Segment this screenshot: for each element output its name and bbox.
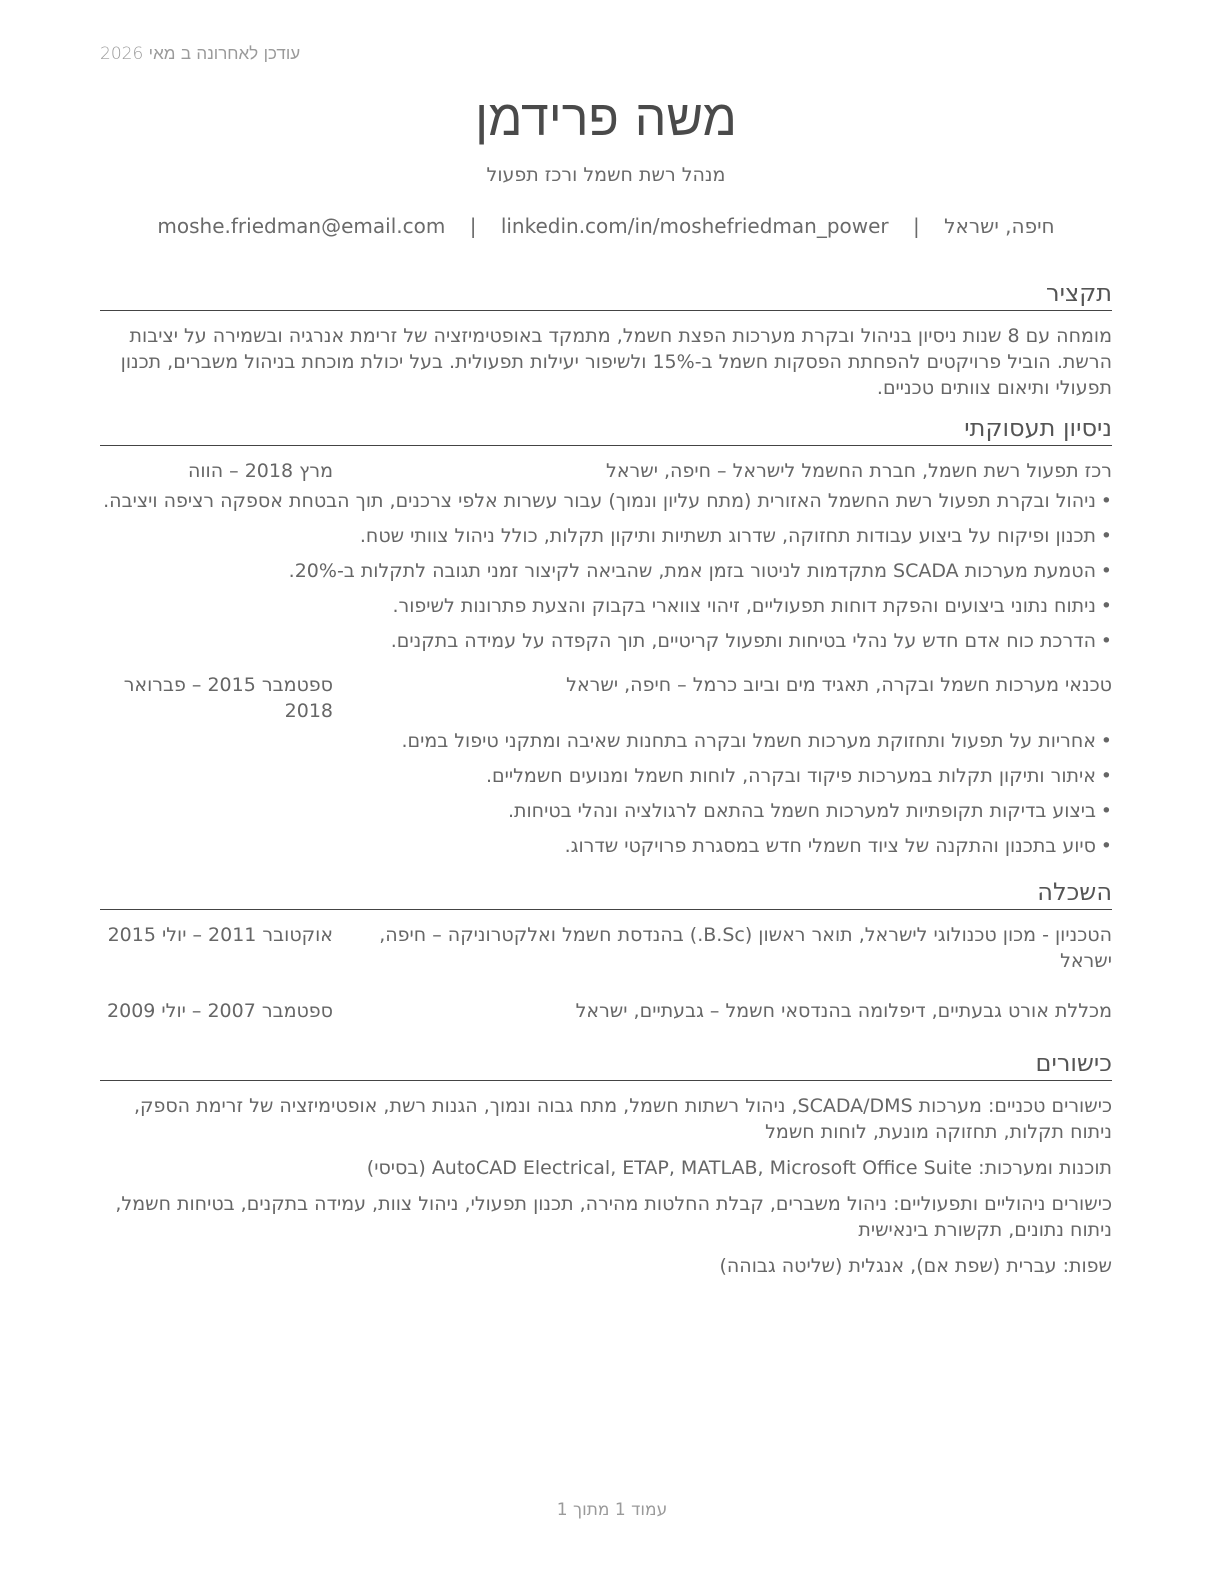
education-title: הטכניון - מכון טכנולוגי לישראל, תואר ראשון (B.Sc.) בהנדסת חשמל ואלקטרוניקה – חיפה, ישראל — [379, 924, 1112, 972]
skill-line: שפות: עברית (שפת אם), אנגלית (שליטה גבוהה) — [719, 1255, 1112, 1277]
section-title-experience: ניסיון תעסוקתי — [100, 413, 1112, 446]
job-bullet: • הטמעת מערכות SCADA מתקדמות לניטור בזמן אמת, שהביאה לקיצור זמני תגובה לתקלות ב-20%. — [100, 558, 1112, 584]
contact-separator: | — [469, 214, 477, 238]
job-date: מרץ 2018 – הווה — [187, 460, 333, 482]
education-date: ספטמבר 2007 – יולי 2009 — [107, 1000, 333, 1022]
section-title-education: השכלה — [100, 877, 1112, 910]
job-bullet: • ניהול ובקרת תפעול רשת החשמל האזורית (מתח עליון ונמוך) עבור עשרות אלפי צרכנים, תוך הבטחת אספקה רציפה ויציבה. — [100, 488, 1112, 514]
job-bullets — [100, 728, 1112, 859]
education-title: מכללת אורט גבעתיים, דיפלומה בהנדסאי חשמל – גבעתיים, ישראל — [575, 1000, 1112, 1022]
skill-line: כישורים ניהוליים ותפעוליים: ניהול משברים, קבלת החלטות מהירה, תכנון תפעולי, ניהול צוות, עמידה בתקנים, בטיחות חשמל, ניתוח נתונים, תקשורת בינאישית — [115, 1193, 1112, 1241]
section-title-summary: תקציר — [100, 278, 1112, 311]
job-bullet: • אחריות על תפעול ותחזוקת מערכות חשמל ובקרה בתחנות שאיבה ומתקני טיפול במים. — [100, 728, 1112, 754]
section-title-skills: כישורים — [100, 1048, 1112, 1081]
resume-body — [100, 272, 1112, 1289]
location-text: חיפה, ישראל — [944, 214, 1055, 238]
job-title: רכז תפעול רשת חשמל, חברת החשמל לישראל – חיפה, ישראל — [606, 460, 1112, 482]
contact-separator: | — [913, 214, 920, 238]
education-entry — [100, 998, 1112, 1024]
candidate-name: משה פרידמן — [475, 89, 737, 147]
skill-line: כישורים טכניים: מערכות SCADA/DMS, ניהול רשתות חשמל, מתח גבוה ונמוך, הגנות רשת, אופטימיזציה של זרימת הספק, ניתוח תקלות, תחזוקה מונעת, לוחות חשמל — [133, 1095, 1112, 1143]
job-entry — [100, 672, 1112, 859]
candidate-title: מנהל רשת חשמל ורכז תפעול — [486, 164, 726, 186]
page-number: עמוד 1 מתוך 1 — [556, 1500, 668, 1520]
job-bullet: • סיוע בתכנון והתקנה של ציוד חשמלי חדש במסגרת פרויקטי שדרוג. — [100, 833, 1112, 859]
job-entry — [100, 458, 1112, 654]
resume-header — [100, 86, 1112, 238]
job-date: ספטמבר 2015 – פברואר 2018 — [123, 674, 333, 722]
job-bullet: • ביצוע בדיקות תקופתיות למערכות חשמל בהתאם לרגולציה ונהלי בטיחות. — [100, 798, 1112, 824]
job-bullet: • תכנון ופיקוח על ביצוע עבודות תחזוקה, שדרוג תשתיות ותיקון תקלות, כולל ניהול צוותי שטח. — [100, 523, 1112, 549]
job-header — [100, 458, 1112, 484]
job-title: טכנאי מערכות חשמל ובקרה, תאגיד מים וביוב כרמל – חיפה, ישראל — [566, 674, 1112, 696]
education-date: אוקטובר 2011 – יולי 2015 — [107, 924, 333, 946]
contact-line — [100, 214, 1112, 238]
email-link[interactable]: moshe.friedman@email.com — [157, 214, 446, 238]
last-updated-note: עודכן לאחרונה ב מאי 2026 — [100, 44, 301, 64]
job-bullets — [100, 488, 1112, 654]
job-header — [100, 672, 1112, 724]
skill-line: תוכנות ומערכות: AutoCAD Electrical, ETAP, MATLAB, Microsoft Office Suite (בסיסי) — [366, 1157, 1112, 1179]
job-bullet: • הדרכת כוח אדם חדש על נהלי בטיחות ותפעול קריטיים, תוך הקפדה על עמידה בתקנים. — [100, 628, 1112, 654]
linkedin-link[interactable]: linkedin.com/in/moshefriedman_power — [500, 214, 889, 238]
summary-paragraph: מומחה עם 8 שנות ניסיון בניהול ובקרת מערכות הפצת חשמל, מתמקד באופטימיזציה של זרימת אנרגיה ובשמירה על יציבות הרשת. הוביל פרויקטים להפחתת הפסקות חשמל ב-15% ולשיפור יעילות תפעולית. בעל יכולת מוכחת בניהול משברים, תכנון תפעולי ותיאום צוותים טכניים. — [120, 325, 1112, 399]
job-bullet: • איתור ותיקון תקלות במערכות פיקוד ובקרה, לוחות חשמל ומנועים חשמליים. — [100, 763, 1112, 789]
job-bullet: • ניתוח נתוני ביצועים והפקת דוחות תפעוליים, זיהוי צווארי בקבוק והצעת פתרונות לשיפור. — [100, 593, 1112, 619]
education-entry — [100, 922, 1112, 974]
